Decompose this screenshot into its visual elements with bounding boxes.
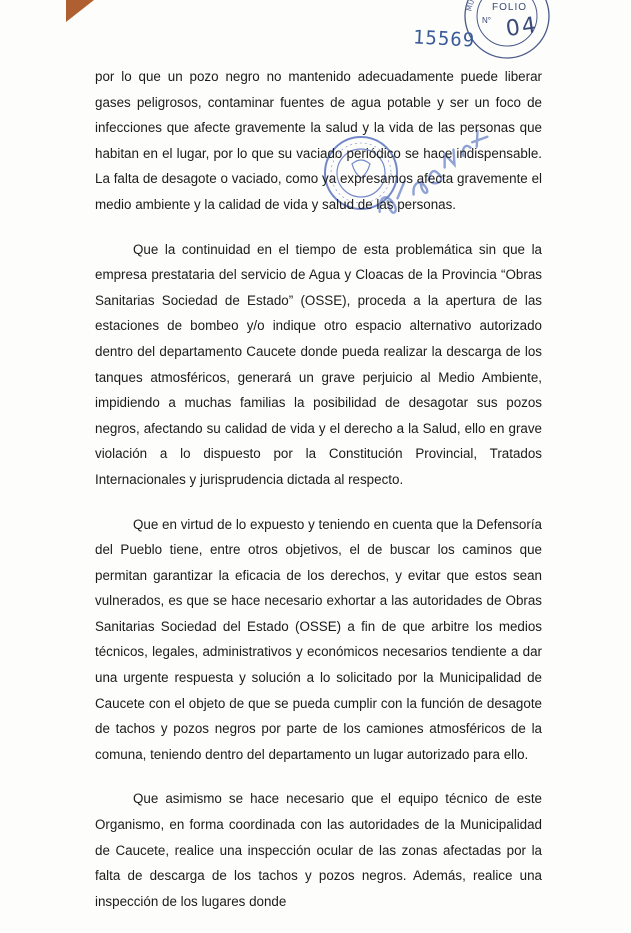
paragraph-4: Que asimismo se hace necesario que el equipo técnico de este Organismo, en forma coordinada con las autoridades de la Municipalidad de Caucete, realice una inspección ocular de las zonas afectadas por la falta de descarga de los tachos y pozos negros. Además, realice una inspección de los lugares donde: [95, 791, 542, 909]
folio-n-label: N°: [482, 16, 491, 25]
folio-ring-text: MU: [465, 0, 477, 12]
paragraph-1: por lo que un pozo negro no mantenido adecuadamente puede liberar gases peligrosos, contaminar fuentes de agua potable y ser un foco de infecciones que afecte gravemente la salud y la vida de las personas que habitan en el lugar, por lo que su vaciado periódico se hace indispensable. La falta de desagote o vaciado, como ya expresamos afecta gravemente el medio ambiente y la calidad de vida y salud de las personas.: [95, 69, 542, 212]
paragraph-3: Que en virtud de lo expuesto y teniendo en cuenta que la Defensoría del Pueblo tiene, entre otros objetivos, el de buscar los caminos que permitan garantizar la eficacia de los derechos, y evitar que estos sean vulnerados, es que se hace necesario exhortar a las autoridades de Obras Sanitarias Sociedad del Estado (OSSE) a fin de que arbitre los medios técnicos, legales, administrativos y económicos necesarios tendiente a dar una urgente respuesta y solución a lo solicitado por la Municipalidad de Caucete con el objeto de que se pueda cumplir con la función de desagote de tachos y pozos negros por parte de los camiones atmosféricos de la comuna, teniendo dentro del departamento un lugar autorizado para ello.: [95, 516, 542, 762]
folio-number: 04: [504, 12, 540, 43]
folded-corner: [66, 0, 94, 22]
folio-label: FOLIO: [492, 2, 528, 13]
paragraph-2: Que la continuidad en el tiempo de esta problemática sin que la empresa prestataria del servicio de Agua y Cloacas de la Provincia “Obras Sanitarias Sociedad de Estado” (OSSE), proceda a la apertura de las estaciones de bombeo y/o indique otro espacio alternativo autorizado dentro del departamento Caucete donde pueda realizar la descarga de los tanques atmosféricos, generará un grave perjuicio al Medio Ambiente, impidiendo a muchas familias la posibilidad de desagotar sus pozos negros, afectando su calidad de vida y el derecho a la Salud, ello en grave violación a lo dispuesto por la Constitución Provincial, Tratados Internacionales y jurisprudencia dictada al respecto.: [95, 241, 542, 487]
document-number-stamp: 15569: [412, 26, 476, 52]
document-body: [95, 64, 542, 933]
